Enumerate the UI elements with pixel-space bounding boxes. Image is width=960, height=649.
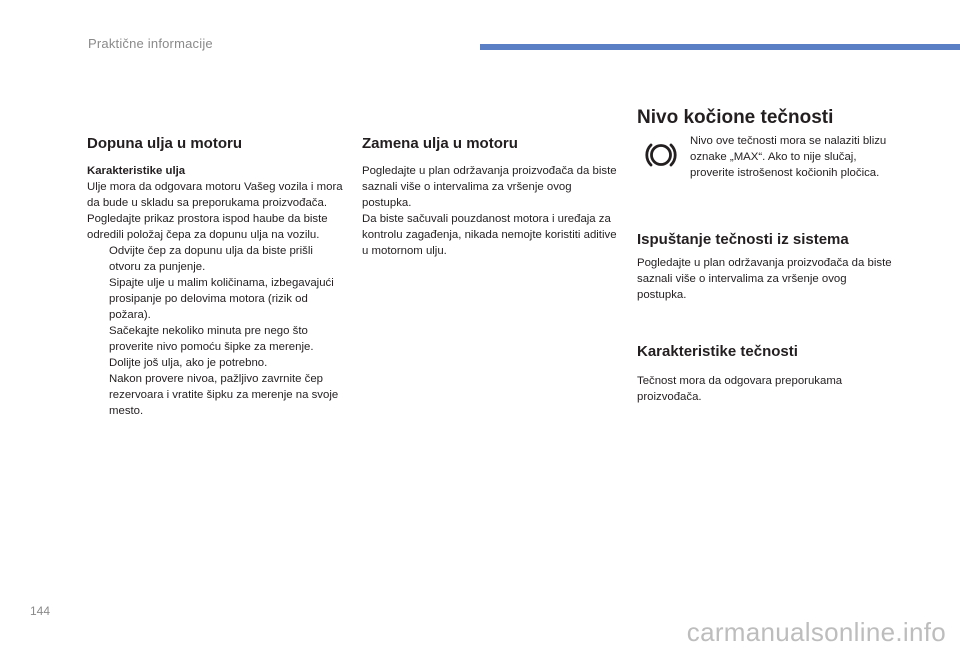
oil-change-heading: Zamena ulja u motoru — [362, 135, 518, 152]
oil-characteristics-text: Ulje mora da odgovara motoru Vašeg vozila i mora da bude u skladu sa preporukama proizvođača. — [87, 181, 343, 209]
list-item: Sipajte ulje u malim količinama, izbegavajući prosipanje po delovima motora (rizik od požara). — [109, 277, 334, 321]
brake-fluid-level-block — [637, 133, 897, 197]
fluid-characteristics-text: Tečnost mora da odgovara preporukama proizvođača. — [637, 375, 843, 403]
brake-warning-icon — [645, 139, 677, 171]
fluid-drain-heading: Ispuštanje tečnosti iz sistema — [637, 231, 849, 248]
list-item: Odvijte čep za dopunu ulja da biste prišli otvoru za punjenje. — [109, 245, 313, 273]
brake-fluid-level-text: Nivo ove tečnosti mora se nalaziti blizu oznake „MAX“. Ako to nije slučaj, proverite istrošenost kočionih pločica. — [690, 135, 887, 179]
list-item: Dolijte još ulja, ako je potrebno. — [109, 357, 268, 369]
oil-change-interval-text: Pogledajte u plan održavanja proizvođača da biste saznali više o intervalima za vršenje ovog postupka. — [362, 165, 617, 209]
header-accent-bar — [480, 44, 960, 50]
oil-cap-location-text: Pogledajte prikaz prostora ispod haube da biste odredili položaj čepa za dopunu ulja na vozilu. — [87, 213, 328, 241]
oil-topup-steps — [87, 243, 347, 419]
oil-characteristics-subheading: Karakteristike ulja — [87, 165, 186, 177]
fluid-drain-text: Pogledajte u plan održavanja proizvođača da biste saznali više o intervalima za vršenje ovog postupka. — [637, 257, 892, 301]
oil-additives-warning-text: Da biste sačuvali pouzdanost motora i uređaja za kontrolu zagađenja, nikada nemojte koristiti aditive u motornom ulju. — [362, 213, 617, 257]
watermark-text: carmanualsonline.info — [686, 617, 946, 647]
fluid-characteristics-heading: Karakteristike tečnosti — [637, 343, 798, 360]
page-number: 144 — [30, 604, 51, 618]
list-item: Nakon provere nivoa, pažljivo zavrnite čep rezervoara i vratite šipku za merenje na svoje mesto. — [109, 373, 339, 417]
section-header-title: Praktične informacije — [88, 36, 213, 51]
list-item: Sačekajte nekoliko minuta pre nego što proverite nivo pomoću šipke za merenje. — [109, 325, 314, 353]
brake-fluid-heading: Nivo kočione tečnosti — [637, 107, 834, 128]
oil-topup-heading: Dopuna ulja u motoru — [87, 135, 242, 152]
